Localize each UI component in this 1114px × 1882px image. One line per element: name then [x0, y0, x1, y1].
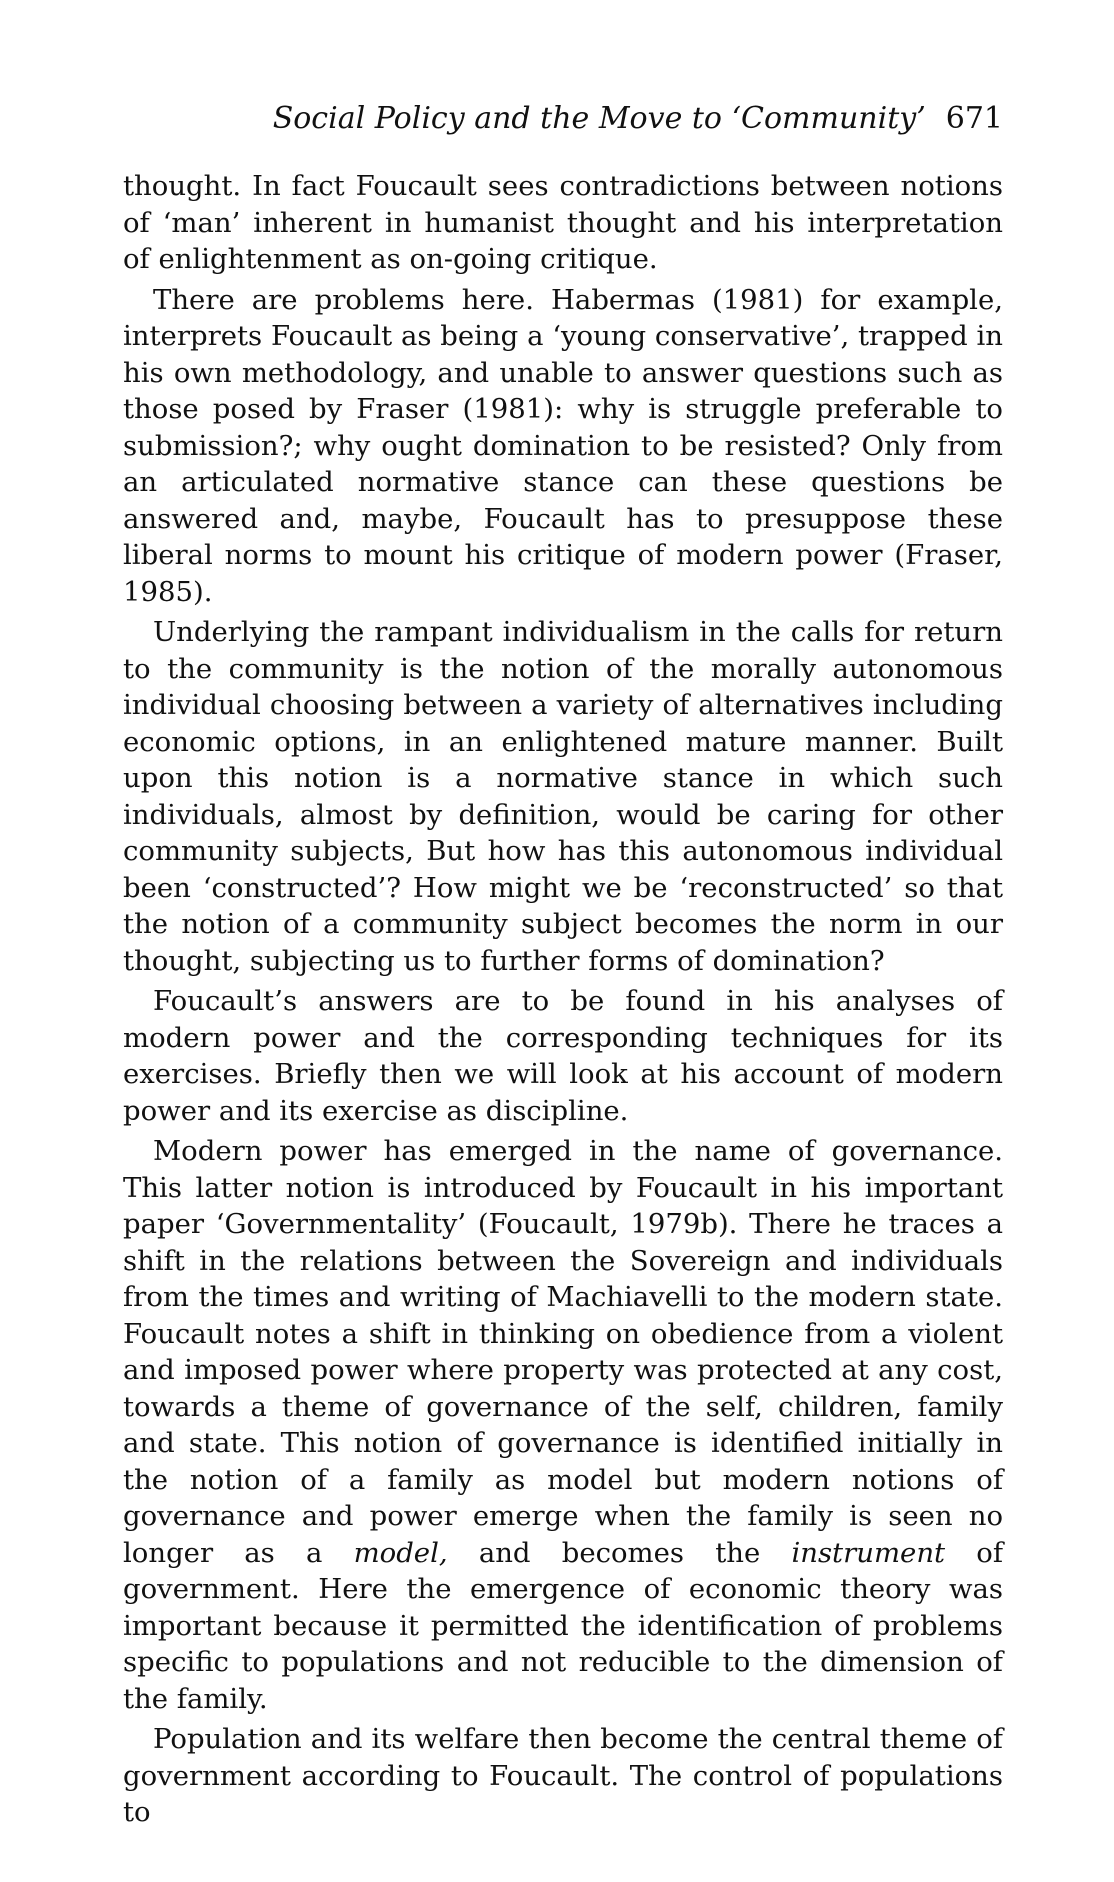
text-run: Underlying the rampant individualism in the calls for return to the community is the notion of the morally autonomous individual choosing between a variety of alternatives including economic options, in an enlightened mature manner. Built upon this notion is a normative stance in which such individuals, almost by definition, would be caring for other community subjects, But how has this autonomous individual been ‘constructed’? How might we be ‘reconstructed’ so that the notion of a community subject becomes the norm in our thought, subjecting us to further forms of domination? — [123, 616, 1003, 977]
italic-run: instrument — [791, 1536, 946, 1569]
text-run: of government. Here the emergence of economic theory was important because it permitted the identification of problems specific to populations and not reducible to the dimension of the family. — [123, 1536, 1004, 1715]
text-run: thought. In fact Foucault sees contradictions between notions of ‘man’ inherent in humanist thought and his interpretation of enlightenment as on-going critique. — [123, 170, 1003, 275]
italic-run: model, — [353, 1536, 448, 1569]
text-run: Modern power has emerged in the name of governance. This latter notion is introduced by Foucault in his important paper ‘Governmentality’ (Foucault, 1979b). There he traces a shift in the relations between the Sovereign and individuals from the times and writing of Machiavelli to the modern state. Foucault notes a shift in thinking on obedience from a violent and imposed power where property was protected at any cost, towards a theme of governance of the self, children, family and state. This notion of governance is identified initially in the notion of a family as model but modern notions of governance and power emerge when the family is seen no longer as a — [123, 1135, 1003, 1569]
text-run: There are problems here. Habermas (1981) for example, interprets Foucault as being a ‘young conservative’, trapped in his own methodology, and unable to answer questions such as those posed by Fraser (1981): why is struggle preferable to submission?; why ought domination to be resisted? Only from an articulated normative stance can these questions be answered and, maybe, Foucault has to presuppose these liberal norms to mount his critique of modern power (Fraser, 1985). — [123, 283, 1003, 608]
body-text — [123, 168, 1003, 1831]
running-head-title: Social Policy and the Move to ‘Community’ — [272, 101, 926, 136]
paragraph — [123, 1133, 1003, 1717]
text-run: Foucault’s answers are to be found in his analyses of modern power and the corresponding techniques for its exercises. Briefly then we will look at his account of modern power and its exercise as discipline. — [123, 985, 1003, 1127]
running-head — [272, 101, 1003, 136]
text-run: and becomes the — [447, 1536, 792, 1569]
paragraph — [123, 1721, 1003, 1831]
paragraph — [123, 983, 1003, 1129]
paragraph — [123, 168, 1003, 278]
paragraph — [123, 614, 1003, 979]
text-run: Population and its welfare then become the central theme of government according to Foucault. The control of populations to — [123, 1723, 1003, 1828]
page-number: 671 — [945, 101, 1003, 136]
paragraph — [123, 282, 1003, 611]
